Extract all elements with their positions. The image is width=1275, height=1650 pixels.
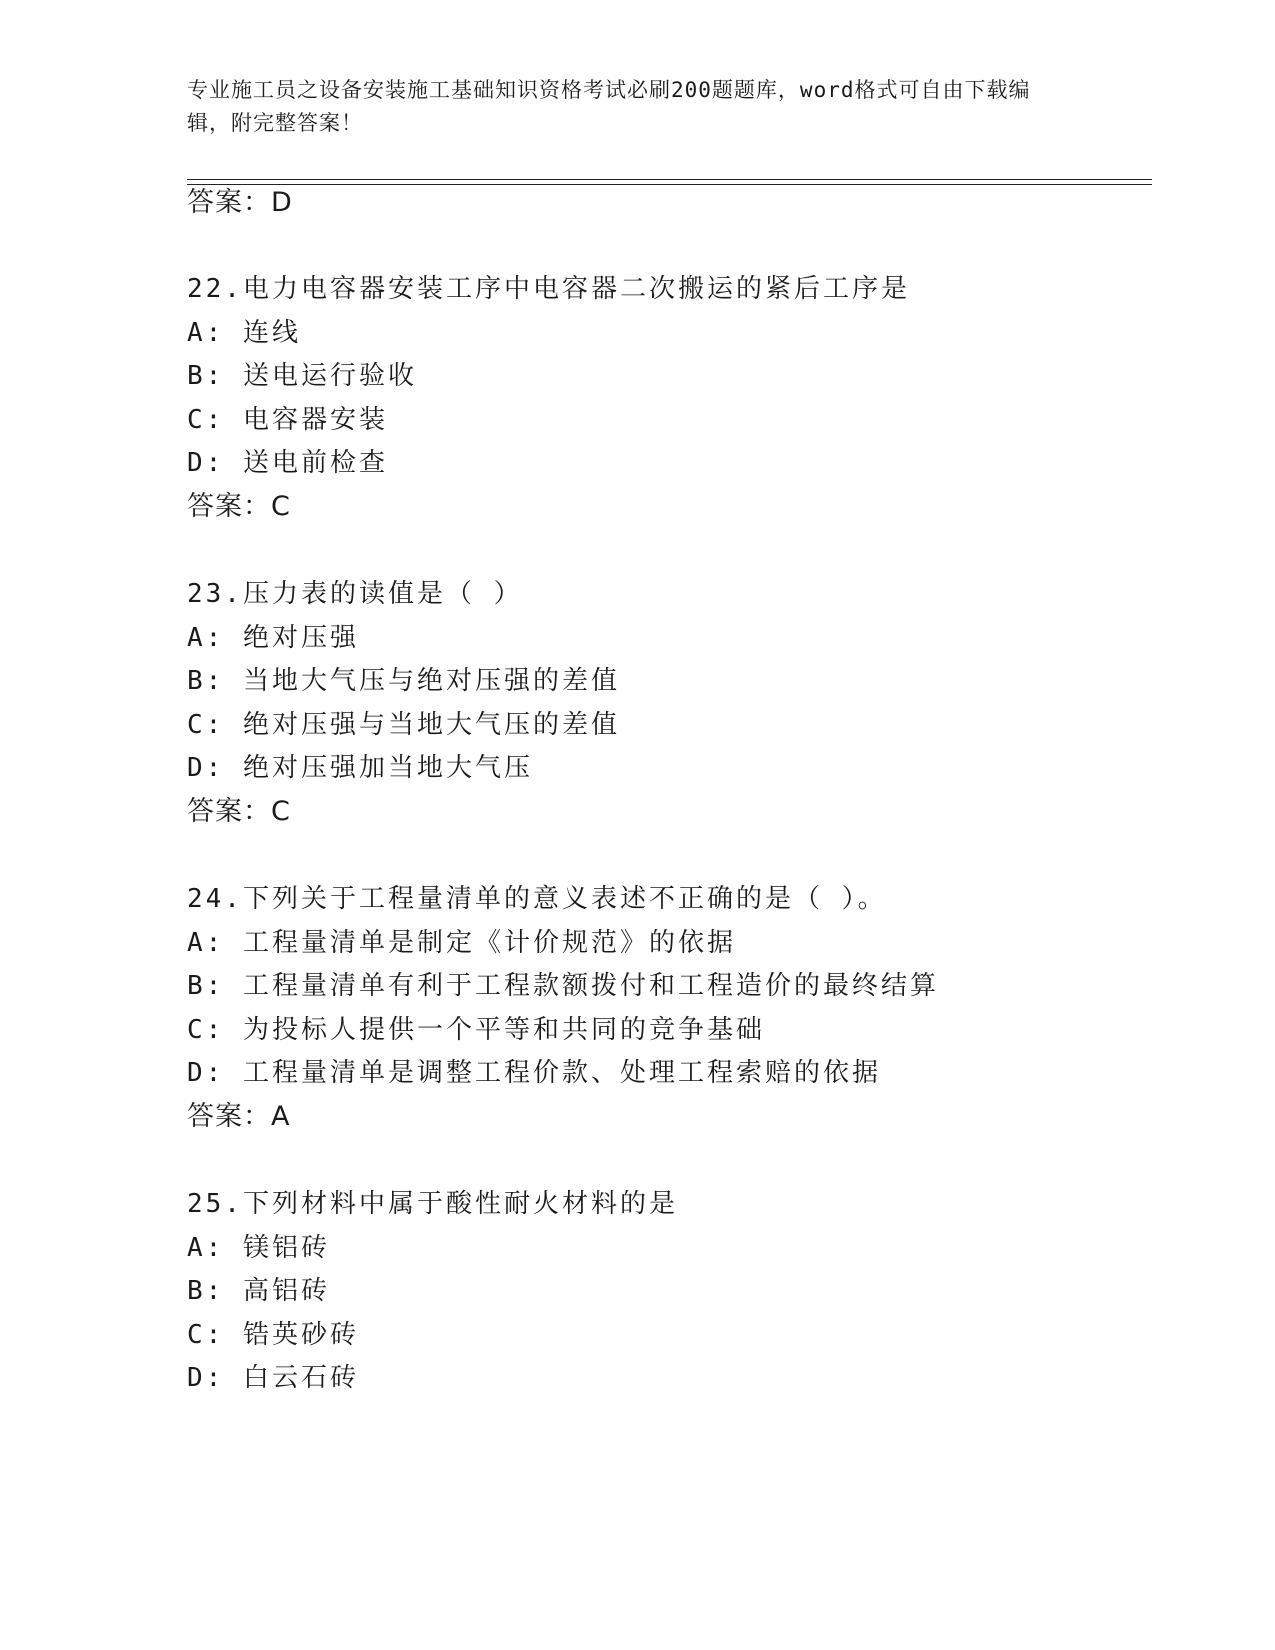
question-22-option-d: D: 送电前检查 — [187, 448, 388, 478]
question-22-option-c: C: 电容器安装 — [187, 405, 388, 435]
header-divider-top — [187, 179, 1152, 180]
question-25-option-d: D: 白云石砖 — [187, 1363, 359, 1393]
question-23-stem: 23.压力表的读值是（ ） — [187, 579, 523, 609]
question-23-option-c: C: 绝对压强与当地大气压的差值 — [187, 710, 620, 740]
question-24-option-d: D: 工程量清单是调整工程价款、处理工程索赔的依据 — [187, 1058, 881, 1088]
question-25-option-c: C: 锆英砂砖 — [187, 1320, 359, 1350]
answer-22: 答案：C — [187, 491, 291, 522]
question-24-stem: 24.下列关于工程量清单的意义表述不正确的是（ ）。 — [187, 884, 887, 914]
answer-24: 答案：A — [187, 1101, 291, 1132]
question-22-stem: 22.电力电容器安装工序中电容器二次搬运的紧后工序是 — [187, 274, 910, 304]
question-25-stem: 25.下列材料中属于酸性耐火材料的是 — [187, 1189, 678, 1219]
question-23-option-a: A: 绝对压强 — [187, 623, 359, 653]
question-24-option-c: C: 为投标人提供一个平等和共同的竞争基础 — [187, 1015, 765, 1045]
question-25-option-b: B: 高铝砖 — [187, 1276, 330, 1306]
answer-23: 答案：C — [187, 796, 291, 827]
document-header: 专业施工员之设备安装施工基础知识资格考试必刷200题题库，word格式可自由下载编辑，附完整答案！ — [187, 78, 1031, 135]
question-24-option-b: B: 工程量清单有利于工程款额拨付和工程造价的最终结算 — [187, 971, 939, 1001]
answer-21: 答案：D — [187, 187, 293, 218]
question-23-option-d: D: 绝对压强加当地大气压 — [187, 753, 533, 783]
question-25-option-a: A: 镁铝砖 — [187, 1233, 330, 1263]
question-23-option-b: B: 当地大气压与绝对压强的差值 — [187, 666, 620, 696]
header-divider-bottom — [187, 184, 1152, 185]
question-22-option-a: A: 连线 — [187, 318, 301, 348]
question-22-option-b: B: 送电运行验收 — [187, 361, 417, 391]
question-24-option-a: A: 工程量清单是制定《计价规范》的依据 — [187, 928, 736, 958]
